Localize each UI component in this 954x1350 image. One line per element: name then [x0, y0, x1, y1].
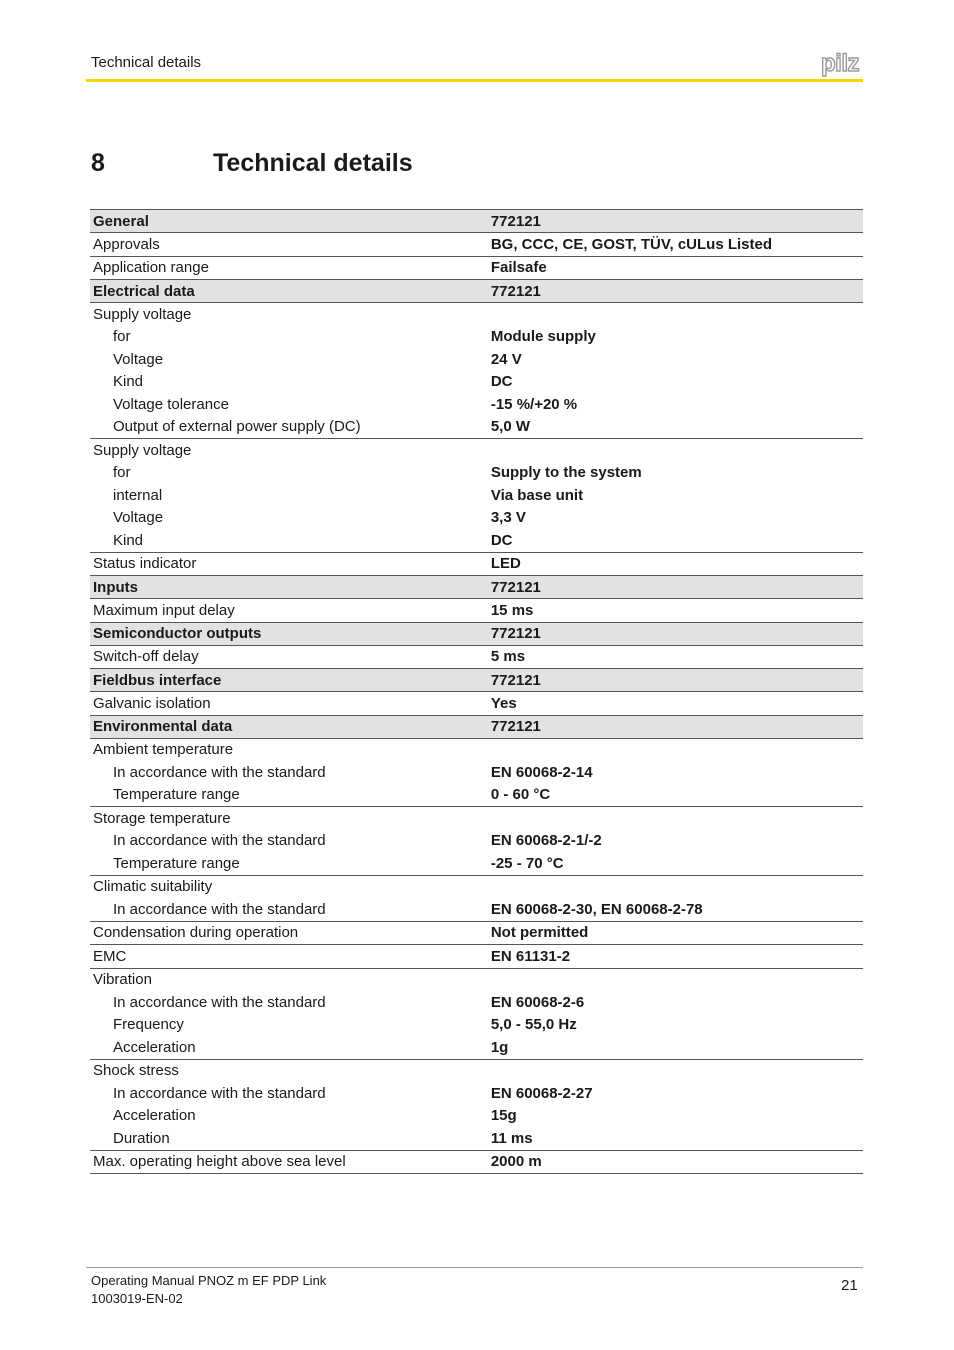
table-row [90, 852, 863, 875]
row-value: BG, CCC, CE, GOST, TÜV, cULus Listed [488, 233, 863, 257]
section-label: General [90, 210, 488, 233]
table-row [90, 303, 863, 326]
row-value: 2000 m [488, 1150, 863, 1174]
table-row [90, 256, 863, 280]
table-section-row [90, 715, 863, 738]
row-value: LED [488, 552, 863, 576]
row-label: Supply voltage [90, 439, 488, 462]
table-row [90, 1105, 863, 1128]
table-row [90, 784, 863, 807]
table-row [90, 439, 863, 462]
table-row [90, 945, 863, 969]
row-label: Frequency [113, 1016, 184, 1034]
table-section-row [90, 669, 863, 692]
row-label: Temperature range [113, 786, 240, 804]
section-label: Semiconductor outputs [90, 622, 488, 645]
header-title: Technical details [91, 54, 202, 71]
table-row [90, 807, 863, 830]
row-label: Acceleration [113, 1107, 196, 1125]
header-rule [86, 79, 863, 82]
pilz-logo: pilz [821, 50, 859, 77]
row-label: Output of external power supply (DC) [113, 418, 361, 436]
chapter-title: Technical details [213, 149, 413, 177]
table-row [90, 761, 863, 784]
table-row [90, 529, 863, 552]
row-value: Via base unit [490, 486, 584, 504]
row-value: DC [490, 373, 513, 391]
table-row [90, 1036, 863, 1059]
footer-rule [86, 1267, 863, 1268]
row-label: Climatic suitability [90, 875, 488, 898]
row-value: 15 ms [488, 599, 863, 623]
row-label: Vibration [90, 968, 488, 991]
table-row [90, 692, 863, 716]
table-row [90, 233, 863, 257]
section-value: 772121 [488, 622, 863, 645]
row-value [488, 738, 863, 761]
section-label: Electrical data [90, 280, 488, 303]
row-value: -25 - 70 °C [490, 854, 564, 872]
row-label: Voltage [113, 509, 164, 527]
row-label: internal [113, 486, 163, 504]
table-row [90, 645, 863, 669]
row-label: Maximum input delay [90, 599, 488, 623]
table-row [90, 462, 863, 485]
row-value [488, 439, 863, 462]
footer-doc-number: 1003019-EN-02 [91, 1291, 183, 1306]
row-value: Yes [488, 692, 863, 716]
table-row [90, 393, 863, 416]
table-row [90, 507, 863, 530]
table-row [90, 552, 863, 576]
row-value [488, 807, 863, 830]
row-label: Voltage [113, 350, 164, 368]
row-label: Application range [90, 256, 488, 280]
section-label: Fieldbus interface [90, 669, 488, 692]
section-label: Inputs [90, 576, 488, 599]
table-row [90, 1127, 863, 1150]
row-value [488, 303, 863, 326]
row-value: 5,0 - 55,0 Hz [490, 1016, 577, 1034]
row-value: 24 V [490, 350, 522, 368]
section-value: 772121 [488, 210, 863, 233]
table-row [90, 898, 863, 921]
table-row [90, 1082, 863, 1105]
row-value: -15 %/+20 % [490, 395, 578, 413]
table-section-row [90, 576, 863, 599]
row-value: EN 60068-2-1/-2 [490, 832, 602, 850]
row-label: In accordance with the standard [113, 763, 326, 781]
row-value [488, 968, 863, 991]
table-row [90, 371, 863, 394]
row-label: Condensation during operation [90, 921, 488, 945]
section-value: 772121 [488, 280, 863, 303]
row-label: Storage temperature [90, 807, 488, 830]
table-row [90, 875, 863, 898]
row-value: 15g [490, 1107, 517, 1125]
table-row [90, 599, 863, 623]
row-value [488, 875, 863, 898]
row-value: Not permitted [488, 921, 863, 945]
row-value: EN 60068-2-14 [490, 763, 593, 781]
row-value [488, 1059, 863, 1082]
table-row [90, 348, 863, 371]
row-value: 5 ms [488, 645, 863, 669]
row-label: Voltage tolerance [113, 395, 229, 413]
table-row [90, 738, 863, 761]
row-label: Temperature range [113, 854, 240, 872]
row-label: Status indicator [90, 552, 488, 576]
technical-details-table [90, 209, 863, 1174]
section-value: 772121 [488, 715, 863, 738]
page-number: 21 [841, 1277, 858, 1294]
row-value: EN 60068-2-30, EN 60068-2-78 [490, 900, 703, 918]
table-row [90, 991, 863, 1014]
row-label: Acceleration [113, 1038, 196, 1056]
row-label: Kind [113, 531, 144, 549]
row-label: Approvals [90, 233, 488, 257]
table-row [90, 968, 863, 991]
row-value: Module supply [490, 328, 596, 346]
row-label: In accordance with the standard [113, 832, 326, 850]
footer-manual-title: Operating Manual PNOZ m EF PDP Link [91, 1273, 327, 1288]
table-section-row [90, 280, 863, 303]
row-label: In accordance with the standard [113, 900, 326, 918]
row-value: EN 60068-2-6 [490, 993, 585, 1011]
row-value: Supply to the system [490, 464, 642, 482]
table-row [90, 484, 863, 507]
table-row [90, 921, 863, 945]
row-label: Max. operating height above sea level [90, 1150, 488, 1174]
section-label: Environmental data [90, 715, 488, 738]
section-value: 772121 [488, 669, 863, 692]
row-label: Galvanic isolation [90, 692, 488, 716]
row-label: Ambient temperature [90, 738, 488, 761]
row-label: Switch-off delay [90, 645, 488, 669]
row-value: 3,3 V [490, 509, 526, 527]
row-value: 0 - 60 °C [490, 786, 551, 804]
table-row [90, 326, 863, 349]
row-value: 1g [490, 1038, 509, 1056]
section-value: 772121 [488, 576, 863, 599]
row-label: In accordance with the standard [113, 993, 326, 1011]
row-label: Shock stress [90, 1059, 488, 1082]
row-label: for [113, 464, 131, 482]
chapter-number: 8 [91, 149, 105, 177]
row-value: EN 60068-2-27 [490, 1084, 593, 1102]
table-section-row [90, 210, 863, 233]
row-value: Failsafe [488, 256, 863, 280]
table-row [90, 1150, 863, 1174]
table-row [90, 416, 863, 439]
row-value: 11 ms [490, 1129, 533, 1147]
table-row [90, 1014, 863, 1037]
row-label: Supply voltage [90, 303, 488, 326]
table-section-row [90, 622, 863, 645]
row-label: Duration [113, 1129, 170, 1147]
row-label: EMC [90, 945, 488, 969]
row-value: EN 61131-2 [488, 945, 863, 969]
table-row [90, 830, 863, 853]
table-row [90, 1059, 863, 1082]
row-label: for [113, 328, 131, 346]
row-label: Kind [113, 373, 144, 391]
row-value: DC [490, 531, 513, 549]
row-value: 5,0 W [490, 418, 531, 436]
row-label: In accordance with the standard [113, 1084, 326, 1102]
